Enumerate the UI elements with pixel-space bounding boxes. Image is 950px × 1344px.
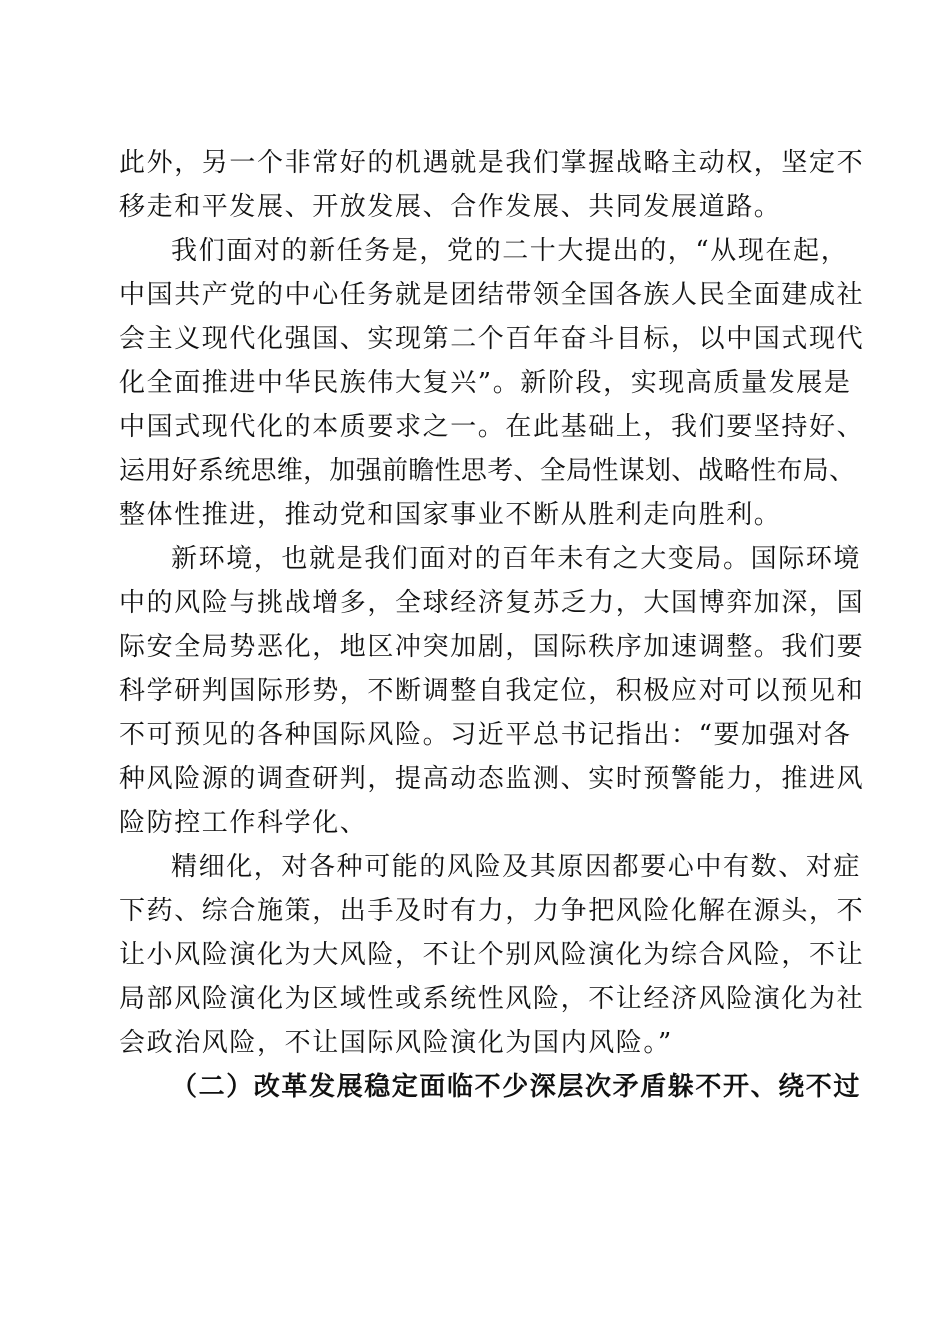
text-line: 运用好系统思维，加强前瞻性思考、全局性谋划、战略性布局、 <box>119 456 856 486</box>
text-line: 不可预见的各种国际风险。习近平总书记指出：“要加强对各 <box>119 720 852 750</box>
text-line: 种风险源的调查研判，提高动态监测、实时预警能力，推进风 <box>119 764 865 794</box>
text-line: 中国共产党的中心任务就是团结带领全国各族人民全面建成社 <box>119 280 865 310</box>
text-line: 会政治风险，不让国际风险演化为国内风险。” <box>119 1028 673 1058</box>
text-line: 整体性推进，推动党和国家事业不断从胜利走向胜利。 <box>119 500 782 530</box>
section-heading: （二）改革发展稳定面临不少深层次矛盾躲不开、绕不过 <box>171 1072 862 1102</box>
text-line: 化全面推进中华民族伟大复兴”。新阶段，实现高质量发展是 <box>119 368 852 398</box>
text-line: 局部风险演化为区域性或系统性风险，不让经济风险演化为社 <box>119 984 865 1014</box>
text-line: 中的风险与挑战增多，全球经济复苏乏力，大国博弈加深，国 <box>119 588 865 618</box>
text-line: 下药、综合施策，出手及时有力，力争把风险化解在源头，不 <box>119 896 865 926</box>
text-line: 科学研判国际形势，不断调整自我定位，积极应对可以预见和 <box>119 676 865 706</box>
text-line: 移走和平发展、开放发展、合作发展、共同发展道路。 <box>119 192 782 222</box>
document-body <box>119 141 865 1109</box>
text-line: 新环境，也就是我们面对的百年未有之大变局。国际环境 <box>171 544 862 574</box>
text-line: 中国式现代化的本质要求之一。在此基础上，我们要坚持好、 <box>119 412 865 442</box>
text-line: 我们面对的新任务是，党的二十大提出的，“从现在起， <box>171 236 849 266</box>
text-line: 精细化，对各种可能的风险及其原因都要心中有数、对症 <box>171 852 862 882</box>
text-line: 险防控工作科学化、 <box>119 808 368 838</box>
text-line: 此外，另一个非常好的机遇就是我们掌握战略主动权，坚定不 <box>119 148 865 178</box>
text-line: 际安全局势恶化，地区冲突加剧，国际秩序加速调整。我们要 <box>119 632 865 662</box>
text-line: 会主义现代化强国、实现第二个百年奋斗目标，以中国式现代 <box>119 324 865 354</box>
text-line: 让小风险演化为大风险，不让个别风险演化为综合风险，不让 <box>119 940 865 970</box>
